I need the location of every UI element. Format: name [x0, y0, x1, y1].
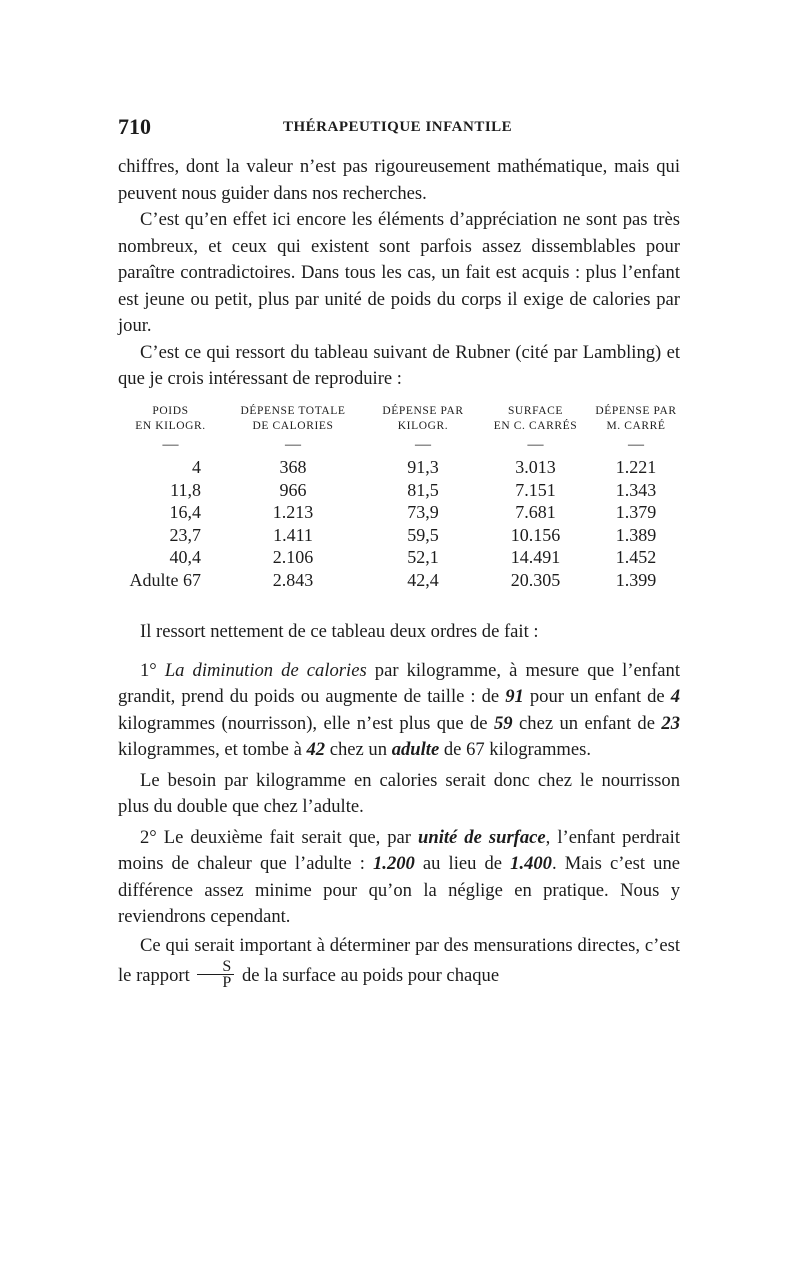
table-cell: 10.156 [510, 524, 561, 545]
dash: — [285, 436, 301, 453]
table-cell: 1.389 [615, 524, 657, 545]
running-title: THÉRAPEUTIQUE INFANTILE [283, 119, 513, 135]
paragraph: C’est qu’en effet ici encore les éléments d’appréciation ne sont pas très nombreux, et ceux qui existent sont parfois assez dissemblables pour paraître contradictoires. Dans tous les cas, un fait est acquis : plus l’enfant est jeune ou petit, plus par unité de poids du corps il exige de calories par jour. [118, 209, 680, 336]
table-cell: 3.013 [515, 457, 556, 477]
table-header-row [118, 404, 684, 434]
table-cell: 4 [192, 457, 201, 477]
table-cell: 1.213 [272, 502, 314, 522]
text-block-top [118, 154, 680, 393]
table-cell: 2.106 [272, 547, 314, 567]
table-cell: 1.399 [615, 569, 657, 590]
page-header [118, 114, 680, 144]
column-header: DÉPENSE PAR KILOGR. [382, 405, 464, 432]
table-cell: 7.681 [515, 502, 556, 522]
paragraph: C’est ce qui ressort du tableau suivant de Rubner (cité par Lambling) et que je crois intéressant de reproduire : [118, 341, 680, 389]
paragraph-second-fact: 2° Le deuxième fait serait que, par unité de surface, l’enfant perdrait moins de chaleur que l’adulte : 1.200 au lieu de 1.400. Mais c’est une différence assez minime pour qu’on la néglige en pratique. Nous y reviendrons cependant. [118, 826, 680, 927]
text-block-bottom [118, 619, 680, 992]
rubner-table [118, 404, 684, 591]
table-cell: 966 [279, 479, 307, 500]
dash: — [415, 436, 431, 453]
table-row [118, 456, 684, 479]
table-row [118, 569, 684, 592]
paragraph-besoin: Le besoin par kilogramme en calories serait donc chez le nourrisson plus du double que chez l’adulte. [118, 769, 680, 817]
table-cell: 7.151 [515, 479, 556, 500]
column-header: DÉPENSE PAR M. CARRÉ [595, 405, 677, 432]
table-cell: 1.411 [273, 524, 313, 545]
table-cell: 59,5 [407, 524, 439, 545]
paragraph-first-fact: 1° La diminution de calories par kilogramme, à mesure que l’enfant grandit, prend du poids ou augmente de taille : de 91 pour un enfant de 4 kilogrammes (nourrisson), elle n’est plus que de 59 chez un enfant de 23 kilogrammes, et tombe à 42 chez un adulte de 67 kilogrammes. [118, 659, 680, 760]
table-cell: 23,7 [169, 524, 201, 545]
table-cell: 1.379 [615, 502, 657, 522]
table-cell: 14.491 [510, 547, 561, 567]
table-cell: 2.843 [272, 569, 314, 590]
table-cell: 20.305 [510, 569, 561, 590]
table-cell: 1.452 [615, 547, 657, 567]
table-dash-row [118, 434, 684, 456]
paragraph-intro: Il ressort nettement de ce tableau deux ordres de fait : [140, 621, 539, 642]
table-cell: 1.343 [615, 479, 657, 500]
table-cell: 91,3 [407, 457, 439, 477]
table-cell: 40,4 [169, 547, 201, 567]
table-row [118, 524, 684, 547]
table-cell: 1.221 [615, 457, 657, 477]
paragraph-last: Ce qui serait important à déterminer par des mensurations directes, c’est le rapport $\frac{S}{P}$ de la surface au poids pour chaque [118, 934, 680, 991]
table-cell: 16,4 [169, 502, 201, 522]
table-cell: 81,5 [407, 479, 439, 500]
column-header: DÉPENSE TOTALE DE CALORIES [240, 405, 346, 432]
column-header: POIDS EN KILOGR. [135, 405, 206, 432]
dash: — [162, 436, 179, 453]
table-cell: 42,4 [407, 569, 439, 590]
table-row [118, 501, 684, 524]
dash: — [628, 436, 644, 453]
table-cell: 73,9 [407, 502, 439, 522]
page-number: 710 [118, 114, 151, 139]
table-cell: 368 [279, 457, 307, 477]
dash: — [527, 436, 544, 453]
table-cell: 52,1 [407, 547, 439, 567]
emphasis: La diminution de calories [164, 659, 367, 681]
table-cell: 11,8 [170, 479, 201, 500]
table-row [118, 479, 684, 502]
fraction-s-over-p: $\frac{S}{P}$ [197, 959, 234, 990]
paragraph: chiffres, dont la valeur n’est pas rigoureusement mathématique, mais qui peuvent nous guider dans nos recherches. [118, 156, 680, 204]
table-cell: Adulte 67 [129, 569, 201, 590]
column-header: SURFACE EN C. CARRÉS [493, 405, 578, 432]
table-row [118, 546, 684, 569]
